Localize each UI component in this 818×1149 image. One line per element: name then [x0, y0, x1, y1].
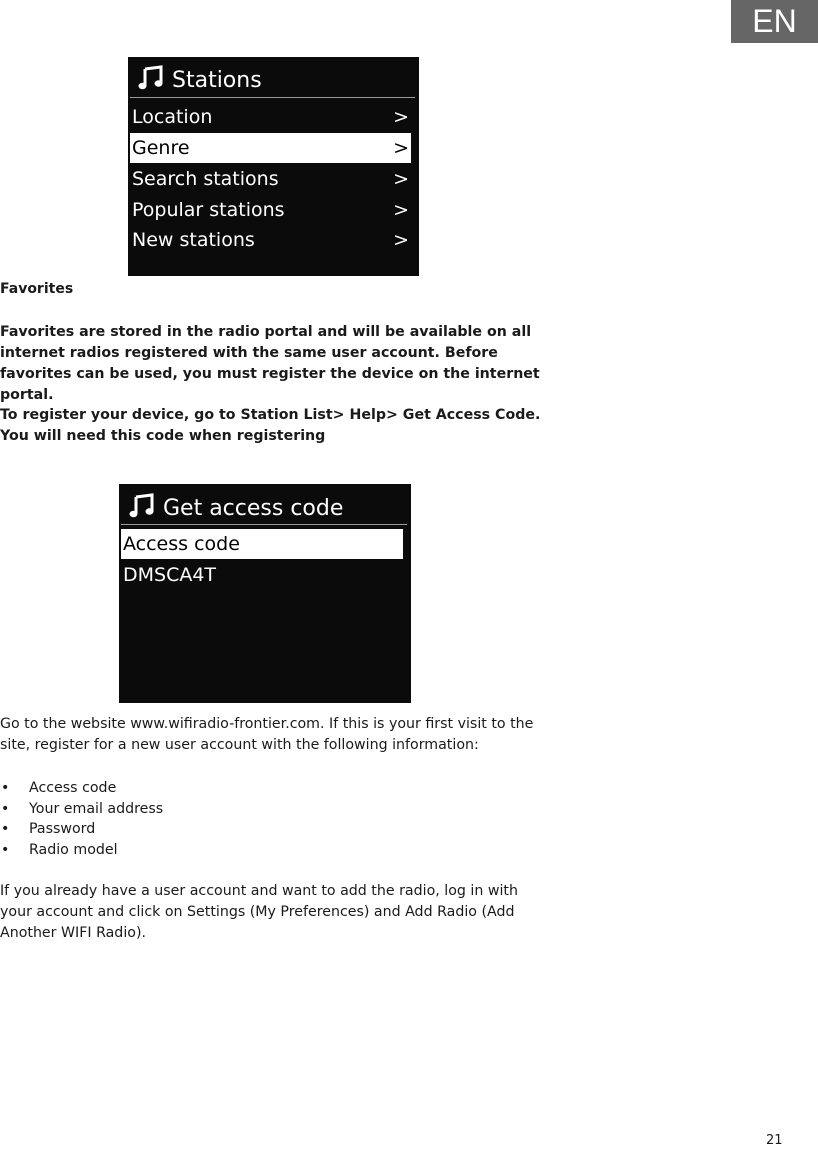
access-code-item[interactable] [121, 529, 403, 559]
favorites-paragraph: Favorites are stored in the radio portal and will be available on all internet radios registered with the same user account. Before favorites can be used, you must register the device on the internet portal. [0, 324, 540, 403]
chevron-right-icon: > [393, 106, 409, 128]
language-tab: EN [731, 0, 818, 43]
access-screen-title [129, 493, 343, 521]
music-note-icon [138, 65, 164, 91]
favorites-heading: Favorites [0, 281, 74, 297]
stations-screen-title [138, 65, 262, 93]
registration-info-list [0, 778, 163, 861]
register-instructions: To register your device, go to Station List> Help> Get Access Code. You will need this code when registering [0, 407, 541, 444]
menu-item-genre[interactable] [130, 133, 411, 163]
bullet-icon: • [1, 821, 10, 838]
menu-item-label: New stations [132, 229, 255, 251]
list-item [0, 819, 163, 840]
chevron-right-icon: > [393, 199, 409, 221]
menu-item-label: Location [132, 106, 213, 128]
page-number: 21 [766, 1133, 783, 1148]
website-instructions: Go to the website www.wifiradio-frontier.com. If this is your first visit to the site, register for a new user account with the following information: [0, 716, 534, 753]
access-code-text: DMSCA4T [123, 564, 217, 586]
chevron-right-icon: > [393, 168, 409, 190]
music-note-icon [129, 493, 155, 519]
access-title-divider [121, 524, 407, 525]
stations-title-divider [130, 97, 415, 98]
menu-item-new-stations[interactable] [130, 225, 411, 255]
menu-item-search-stations[interactable] [130, 164, 411, 194]
list-item-text: Password [29, 821, 96, 838]
menu-item-label: Search stations [132, 168, 279, 190]
menu-item-location[interactable] [130, 102, 411, 132]
list-item-text: Access code [29, 780, 117, 796]
list-item [0, 778, 163, 799]
list-item-text: Radio model [29, 842, 118, 859]
bullet-icon: • [1, 842, 10, 859]
list-item-text: Your email address [29, 800, 164, 817]
bullet-icon: • [1, 800, 10, 817]
chevron-right-icon: > [393, 137, 409, 159]
menu-item-popular-stations[interactable] [130, 195, 411, 225]
menu-item-label: Popular stations [132, 199, 285, 221]
list-item [0, 840, 163, 861]
stations-title-text: Stations [172, 68, 262, 93]
access-code-screen [119, 484, 411, 703]
bullet-icon: • [1, 780, 10, 796]
existing-account-instructions: If you already have a user account and want to add the radio, log in with your account and click on Settings (My Preferences) and Add Radio (Add Another WIFI Radio). [0, 883, 518, 941]
access-code-value [121, 560, 403, 590]
list-item [0, 799, 163, 820]
menu-item-label: Genre [132, 137, 190, 159]
chevron-right-icon: > [393, 229, 409, 251]
access-code-label: Access code [123, 533, 240, 555]
access-title-text: Get access code [163, 496, 344, 521]
stations-screen [128, 57, 419, 276]
